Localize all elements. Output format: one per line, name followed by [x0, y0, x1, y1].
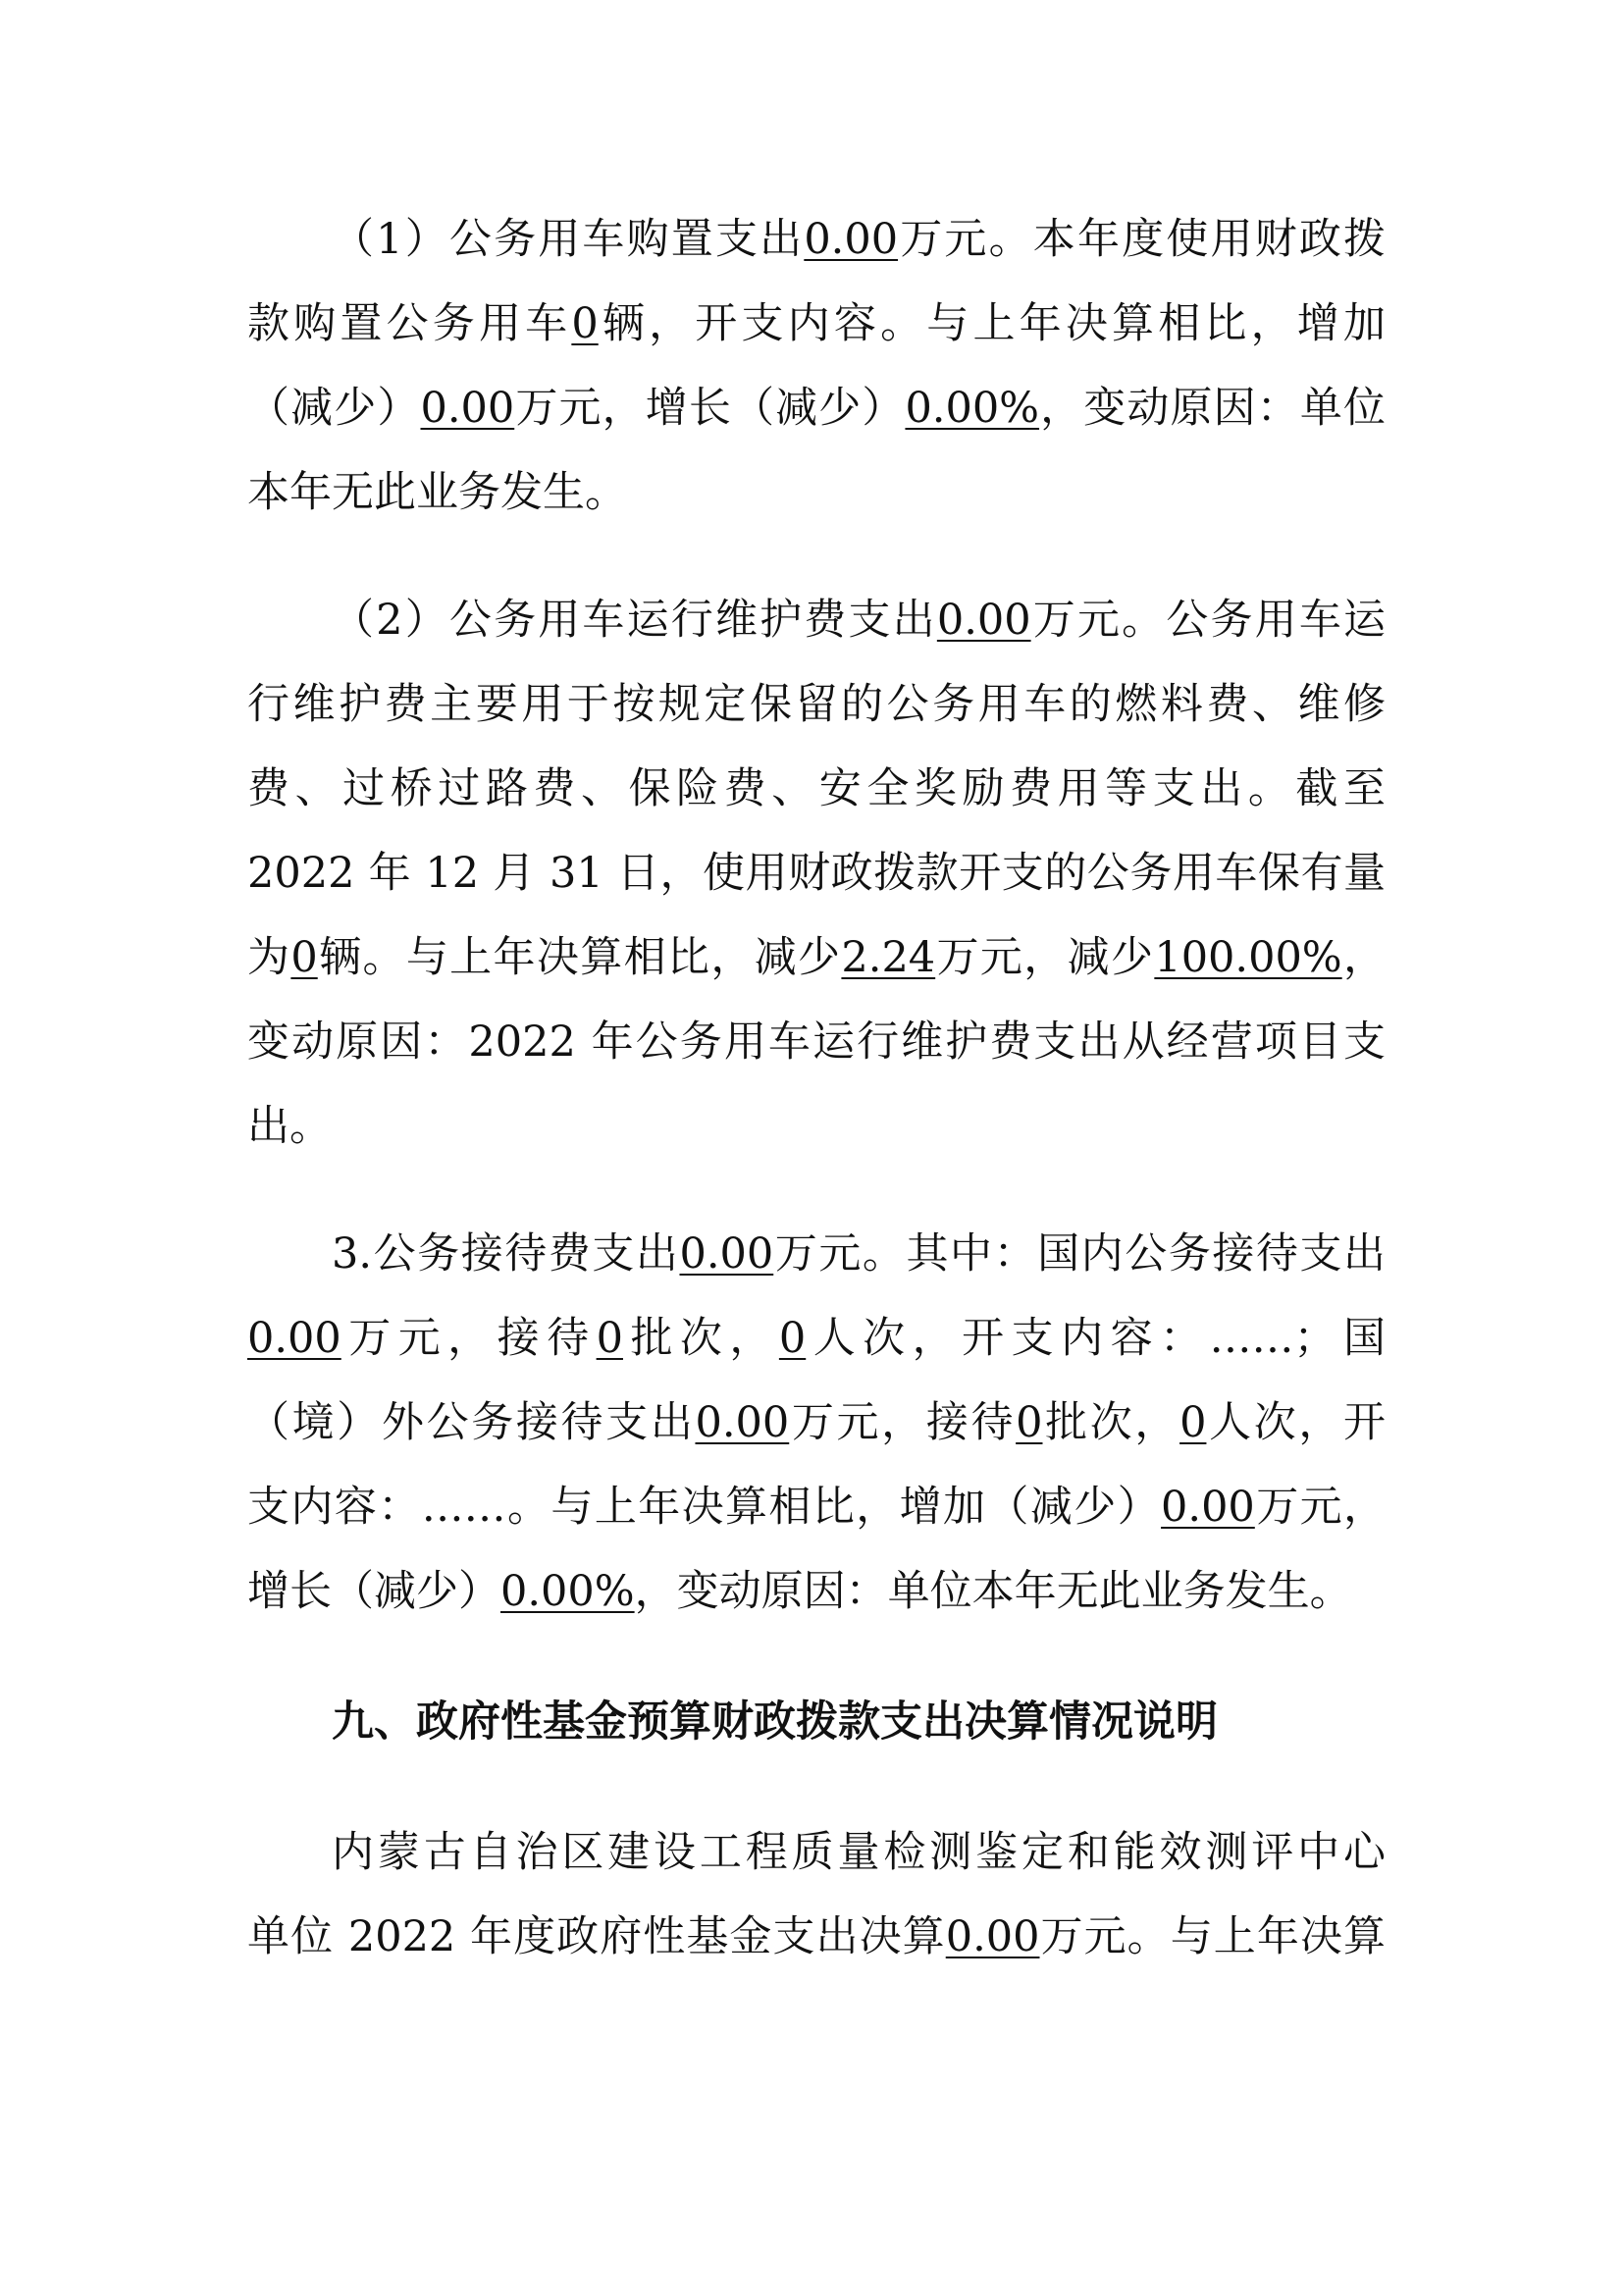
underlined-value: 0.00% [905, 384, 1040, 433]
text-segment: 本年无此业务发生。 [247, 468, 627, 517]
underlined-value: 0.00 [420, 384, 515, 433]
para4-line2 [247, 1907, 1386, 1966]
underlined-value: 0.00% [500, 1567, 635, 1616]
text-segment: ，变动原因：单位本年无此业务发生。 [634, 1567, 1352, 1616]
underlined-value: 0.00 [936, 596, 1031, 645]
text-segment: 增长（减少） [247, 1567, 500, 1616]
para2-line4 [247, 844, 1386, 903]
section-heading: 九、政府性基金预算财政拨款支出决算情况说明 [332, 1697, 1218, 1747]
text-segment: （1）公务用车购置支出 [332, 215, 805, 264]
underlined-value: 0 [1016, 1398, 1043, 1447]
underlined-value: 100.00% [1154, 933, 1342, 982]
para3-line5 [247, 1562, 1386, 1621]
para4-line1 [332, 1823, 1386, 1882]
text-segment: 辆。与上年决算相比，减少 [317, 933, 842, 982]
text-segment: 行维护费主要用于按规定保留的公务用车的燃料费、维修 [247, 680, 1386, 729]
text-segment: 万元。本年度使用财政拨 [898, 215, 1387, 264]
text-segment: 批次， [622, 1314, 779, 1363]
underlined-value: 0.00 [945, 1912, 1040, 1961]
text-segment: 支内容：……。与上年决算相比，增加（减少） [247, 1483, 1162, 1532]
underlined-value: 0 [290, 933, 318, 982]
underlined-value: 0 [596, 1314, 623, 1363]
para1-line4 [247, 463, 1386, 522]
text-segment: 单位 2022 年度政府性基金支出决算 [247, 1912, 946, 1961]
text-segment: 款购置公务用车 [247, 299, 572, 348]
text-segment: 万元。与上年决算 [1039, 1912, 1386, 1961]
text-segment: ， [1341, 933, 1387, 982]
para2-line2 [247, 675, 1386, 734]
text-segment: 万元，接待 [341, 1314, 597, 1363]
text-segment: 万元， [1254, 1483, 1387, 1532]
text-segment: 内蒙古自治区建设工程质量检测鉴定和能效测评中心 [332, 1828, 1386, 1877]
text-segment: 批次， [1042, 1398, 1180, 1447]
underlined-value: 0 [1179, 1398, 1207, 1447]
para3-line4 [247, 1478, 1386, 1537]
text-segment: 万元。其中：国内公务接待支出 [773, 1229, 1387, 1278]
underlined-value: 0.00 [1161, 1483, 1255, 1532]
para3-line1 [332, 1225, 1386, 1283]
para1-line1 [332, 210, 1386, 269]
text-segment: 变动原因：2022 年公务用车运行维护费支出从经营项目支 [247, 1018, 1386, 1067]
text-segment: 2022 年 12 月 31 日，使用财政拨款开支的公务用车保有量 [247, 849, 1386, 898]
underlined-value: 0.00 [695, 1398, 790, 1447]
text-segment: （境）外公务接待支出 [247, 1398, 696, 1447]
underlined-value: 0 [571, 299, 599, 348]
text-segment: 万元，增长（减少） [514, 384, 906, 433]
underlined-value: 0.00 [679, 1229, 774, 1278]
text-segment: （减少） [247, 384, 421, 433]
text-segment: 费、过桥过路费、保险费、安全奖励费用等支出。截至 [247, 764, 1386, 813]
para1-line3 [247, 379, 1386, 438]
para3-line2 [247, 1309, 1386, 1368]
para3-line3 [247, 1393, 1386, 1452]
text-segment: （2）公务用车运行维护费支出 [332, 596, 937, 645]
text-segment: 万元，接待 [789, 1398, 1017, 1447]
text-segment: 人次，开支内容：……；国 [806, 1314, 1386, 1363]
text-segment: 人次，开 [1206, 1398, 1387, 1447]
underlined-value: 0.00 [247, 1314, 341, 1363]
text-segment: 3.公务接待费支出 [332, 1229, 680, 1278]
para1-line2 [247, 294, 1386, 353]
underlined-value: 0 [778, 1314, 807, 1363]
text-segment: 为 [247, 933, 291, 982]
text-segment: 辆，开支内容。与上年决算相比，增加 [598, 299, 1387, 348]
para2-line6 [247, 1013, 1386, 1071]
underlined-value: 0.00 [804, 215, 899, 264]
para2-line1 [332, 591, 1386, 650]
text-segment: 万元，减少 [935, 933, 1155, 982]
underlined-value: 2.24 [841, 933, 936, 982]
text-segment: 出。 [247, 1102, 332, 1151]
para2-line3 [247, 759, 1386, 818]
para2-line5 [247, 928, 1386, 987]
text-segment: 万元。公务用车运 [1030, 596, 1387, 645]
text-segment: ，变动原因：单位 [1039, 384, 1387, 433]
para2-line7 [247, 1097, 1386, 1156]
